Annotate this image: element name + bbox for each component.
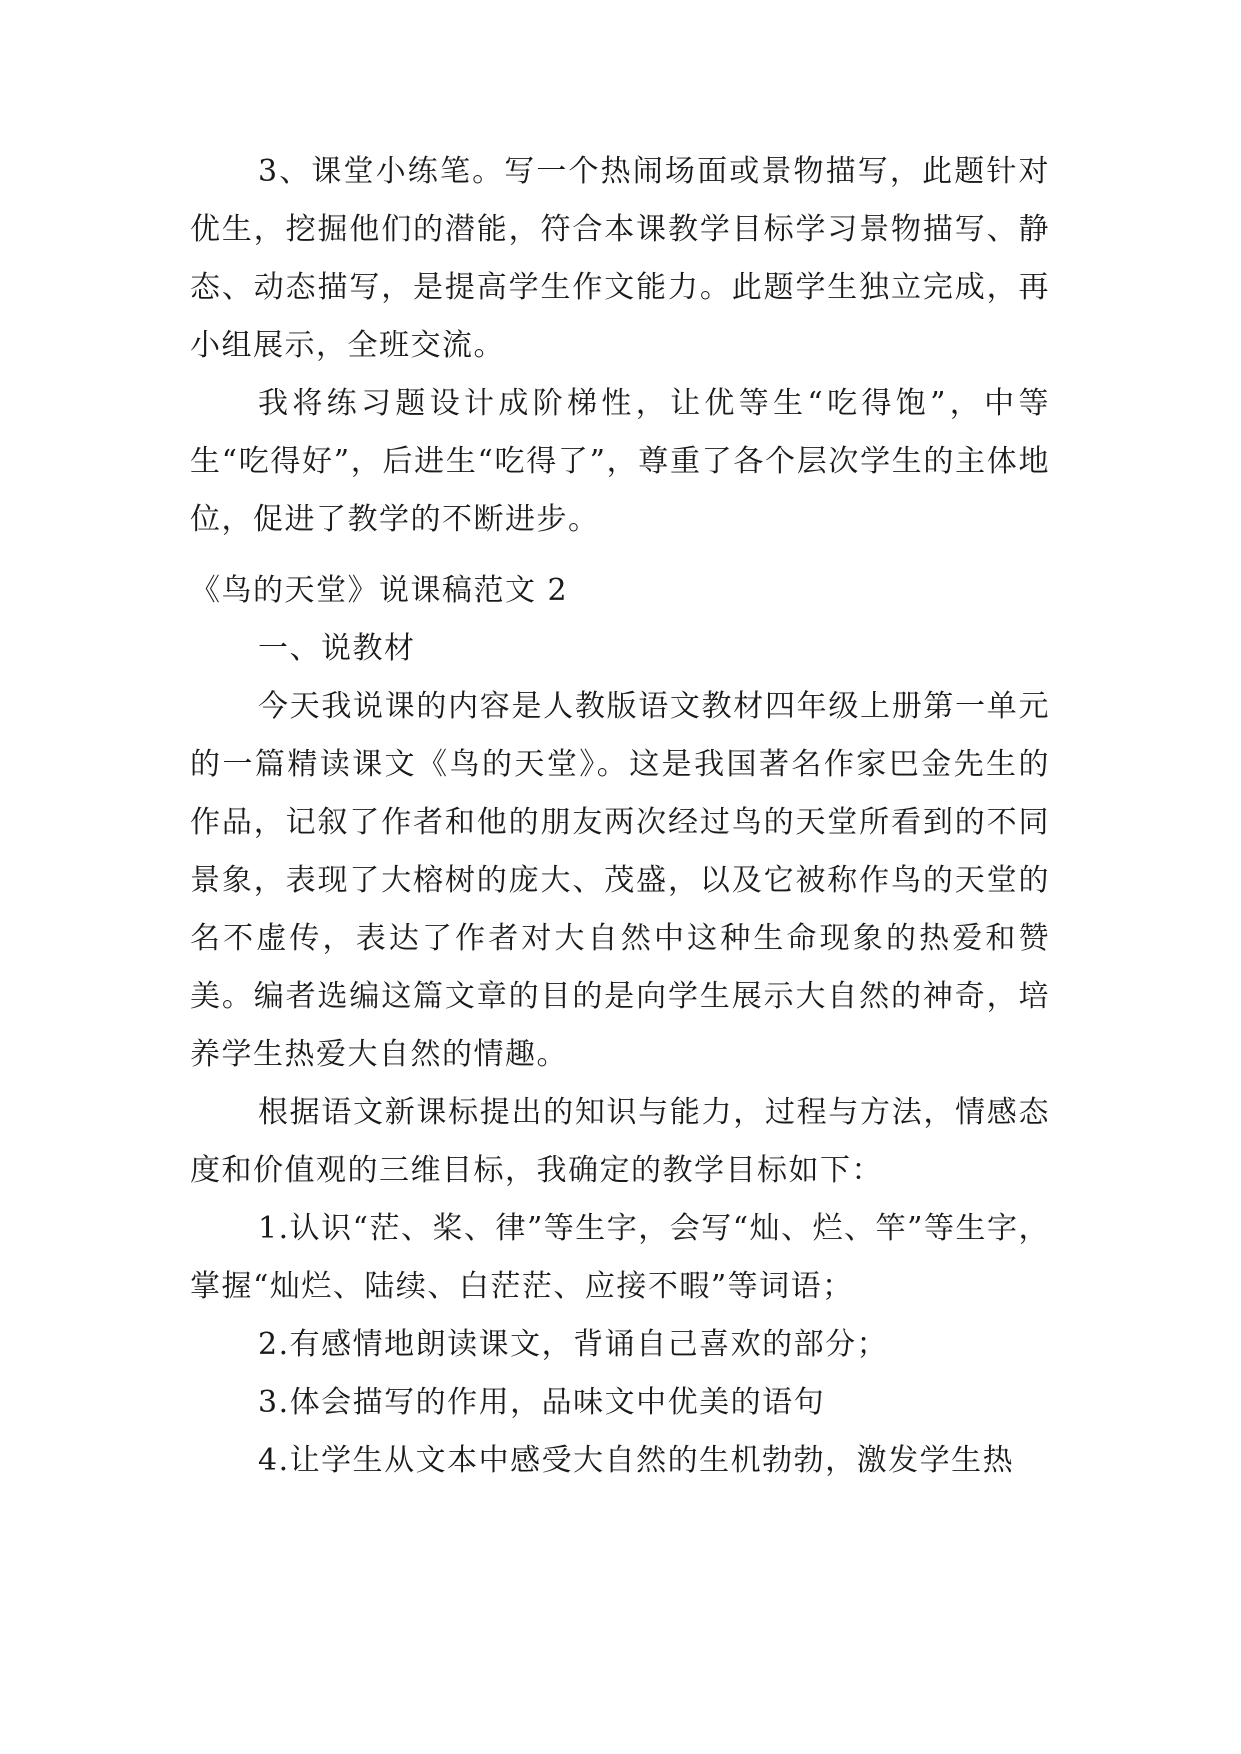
paragraph-textbook-intro: 今天我说课的内容是人教版语文教材四年级上册第一单元的一篇精读课文《鸟的天堂》。这是我国著名作家巴金先生的作品，记叙了作者和他的朋友两次经过鸟的天堂所看到的不同景象，表现了大榕树的庞大、茂盛，以及它被称作鸟的天堂的名不虚传，表达了作者对大自然中这种生命现象的热爱和赞美。编者选编这篇文章的目的是向学生展示大自然的神奇，培养学生热爱大自然的情趣。	[190, 689, 1050, 1072]
goal-item-1: 1.认识“茫、桨、律”等生字，会写“灿、烂、竿”等生字，掌握“灿烂、陆续、白茫茫、应接不暇”等词语；	[190, 1211, 1050, 1304]
paragraph-teaching-goals-intro: 根据语文新课标提出的知识与能力，过程与方法，情感态度和价值观的三维目标，我确定的教学目标如下：	[190, 1095, 1050, 1188]
goal-item-4: 4.让学生从文本中感受大自然的生机勃勃，激发学生热	[258, 1443, 1015, 1478]
goal-item-3: 3.体会描写的作用，品味文中优美的语句	[258, 1385, 826, 1420]
section-subtitle: 一、说教材	[258, 631, 416, 666]
section-title: 《鸟的天堂》说课稿范文 2	[190, 573, 569, 608]
section-lecture-2	[190, 562, 1050, 1490]
section-practice	[190, 143, 1050, 549]
paragraph-practice-item-3: 3、课堂小练笔。写一个热闹场面或景物描写，此题针对优生，挖掘他们的潜能，符合本课教学目标学习景物描写、静态、动态描写，是提高学生作文能力。此题学生独立完成，再小组展示，全班交流。	[190, 154, 1050, 363]
paragraph-practice-summary: 我将练习题设计成阶梯性，让优等生“吃得饱”，中等生“吃得好”，后进生“吃得了”，尊重了各个层次学生的主体地位，促进了教学的不断进步。	[190, 386, 1050, 537]
goal-item-2: 2.有感情地朗读课文，背诵自己喜欢的部分；	[258, 1327, 889, 1362]
